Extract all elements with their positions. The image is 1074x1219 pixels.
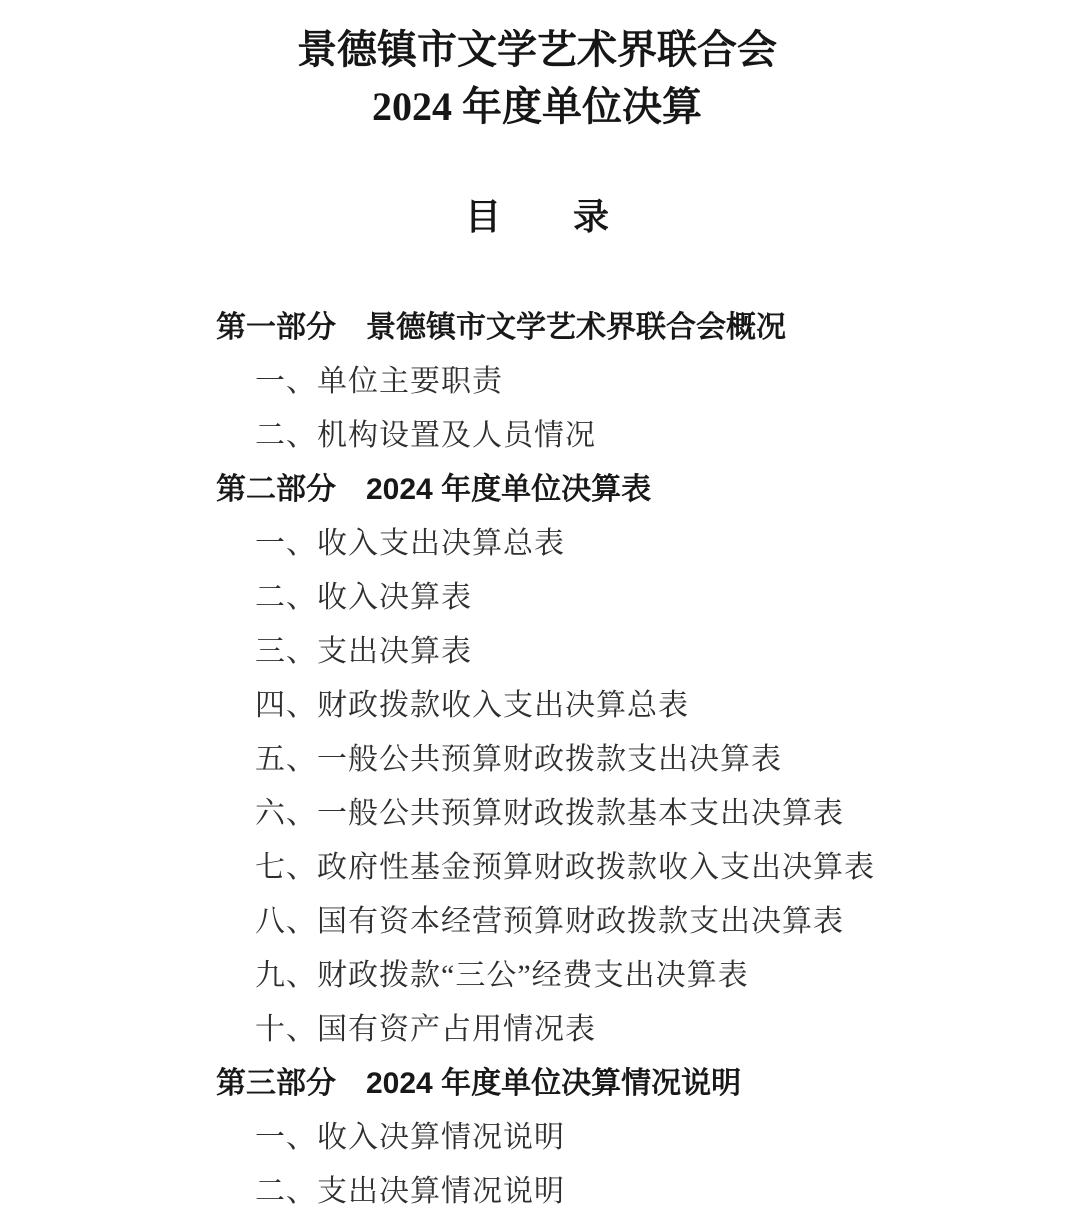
- toc-item: 六、一般公共预算财政拨款基本支出决算表: [255, 797, 844, 830]
- toc-item: 二、支出决算情况说明: [255, 1175, 565, 1208]
- toc-section-heading-part3: 第三部分 2024 年度单位决算情况说明: [216, 1067, 742, 1100]
- toc-item: 四、财政拨款收入支出决算总表: [255, 689, 689, 722]
- toc-item: 十、国有资产占用情况表: [255, 1013, 596, 1046]
- toc-item: 二、收入决算表: [255, 581, 472, 614]
- toc-item: 一、单位主要职责: [255, 365, 503, 398]
- toc-heading: 目 录: [464, 197, 609, 237]
- toc-section-heading-part2: 第二部分 2024 年度单位决算表: [216, 473, 652, 506]
- table-of-contents: [216, 301, 875, 1219]
- toc-item: 七、政府性基金预算财政拨款收入支出决算表: [255, 851, 875, 884]
- toc-item: 二、机构设置及人员情况: [255, 419, 596, 452]
- document-title-line2: 2024 年度单位决算: [372, 84, 702, 129]
- toc-item: 八、国有资本经营预算财政拨款支出决算表: [255, 905, 844, 938]
- toc-item: 一、收入决算情况说明: [255, 1121, 565, 1154]
- toc-item: 九、财政拨款“三公”经费支出决算表: [255, 959, 749, 992]
- toc-item: 三、支出决算表: [255, 635, 472, 668]
- toc-item: 五、一般公共预算财政拨款支出决算表: [255, 743, 782, 776]
- toc-item: 一、收入支出决算总表: [255, 527, 565, 560]
- toc-section-heading-part1: 第一部分 景德镇市文学艺术界联合会概况: [216, 311, 786, 344]
- document-title-line1: 景德镇市文学艺术界联合会: [297, 27, 777, 72]
